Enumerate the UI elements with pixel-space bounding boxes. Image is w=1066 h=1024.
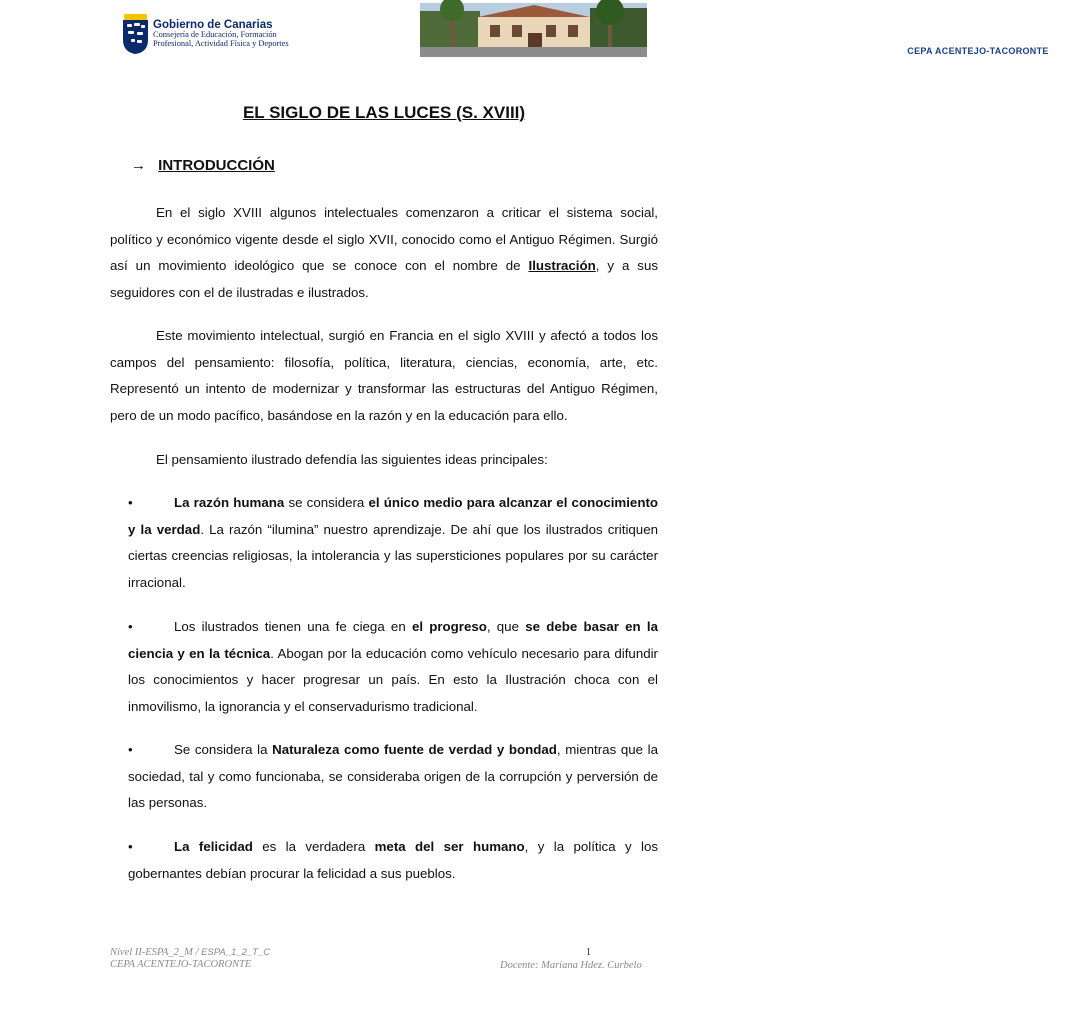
- list-item-bold: se debe basar en la ciencia y en la técnica: [128, 619, 658, 661]
- list-item-span: Se considera la: [174, 742, 273, 757]
- list-item-span: . La razón “ilumina” nuestro aprendizaje. De ahí que los ilustrados critiquen ciertas creencias religiosas, la intolerancia y las supersticiones populares por su carácter irracional.: [128, 521, 658, 590]
- school-caption: CEPA ACENTEJO-TACORONTE: [890, 46, 1066, 56]
- school-building-image: [420, 3, 647, 57]
- list-item-span: Los ilustrados tienen una fe ciega en: [174, 619, 412, 634]
- list-item-bold: el único medio para alcanzar el conocimiento y la verdad: [128, 495, 658, 537]
- list-item: [128, 737, 658, 817]
- paragraph-3: El pensamiento ilustrado defendía las siguientes ideas principales:: [156, 452, 548, 467]
- logo-title: Gobierno de Canarias: [153, 19, 273, 32]
- paragraph-1-text-a: En el siglo XVIII algunos intelectuales comenzaron a criticar el sistema social, político y económico vigente desde el siglo XVII, conocido como el Antiguo Régimen. Surgió así un movimiento ideológico que se conoce con el nombre de: [110, 205, 658, 273]
- arrow-right-icon: →: [131, 157, 146, 174]
- list-item-bold: La felicidad: [174, 839, 253, 854]
- bullet-icon: •: [128, 495, 133, 510]
- section-heading: [131, 157, 275, 174]
- logo-subtitle-1: Consejería de Educación, Formación: [153, 30, 277, 40]
- bullet-icon: •: [128, 839, 133, 854]
- list-item: [128, 490, 658, 596]
- list-item-span: se considera: [284, 495, 369, 510]
- list-item-span: , que: [486, 619, 526, 634]
- footer-level: Nivel II-ESPA_2_M /: [110, 947, 202, 958]
- paragraph-2: Este movimiento intelectual, surgió en Francia en el siglo XVIII y afectó a todos los campos del pensamiento: filosofía, política, literatura, ciencias, economía, arte, etc. Representó un intento de modernizar y transformar las estructuras del Antiguo Régimen, pero de un modo pacífico, basándose en la razón y en la educación para ello.: [110, 328, 658, 423]
- list-item-span: . Abogan por la educación como vehículo necesario para difundir los conocimientos y hacer progresar un país. En esto la Ilustración choca con el inmovilismo, la ignorancia y el conservadurismo tradicional.: [128, 645, 658, 714]
- footer-school: CEPA ACENTEJO-TACORONTE: [110, 959, 252, 970]
- school-photo: [420, 3, 1049, 57]
- paragraph-1: [110, 200, 658, 306]
- footer-teacher: Docente: Mariana Hdez. Curbelo: [500, 960, 642, 971]
- footer-left: [110, 947, 270, 971]
- list-item: [128, 614, 658, 720]
- list-item-bold: meta del ser humano: [374, 839, 525, 854]
- section-label: INTRODUCCIÓN: [158, 157, 275, 174]
- gobierno-canarias-logo: [122, 10, 327, 58]
- coat-of-arms-icon: [122, 14, 149, 54]
- bullet-icon: •: [128, 619, 133, 634]
- list-item: [128, 834, 658, 887]
- list-item-text: [128, 614, 658, 720]
- footer-code: ESPA_1_2_T_C: [201, 947, 271, 958]
- list-item-bold: Naturaleza como fuente de verdad y bondad: [272, 742, 557, 757]
- list-item-text: [128, 737, 658, 817]
- list-item-span: , y la política y los gobernantes debían procurar la felicidad a sus pueblos.: [128, 839, 658, 881]
- list-item-text: [128, 834, 658, 887]
- list-item-span: , mientras que la sociedad, tal y como funcionaba, se consideraba origen de la corrupción y perversión de las personas.: [128, 742, 658, 810]
- paragraph-1-text-b: , y a sus seguidores con el de ilustradas e ilustrados.: [110, 258, 658, 300]
- list-item-bold: el progreso: [411, 619, 487, 634]
- paragraph-1-keyword: Ilustración: [528, 258, 596, 273]
- list-item-text: [128, 490, 658, 596]
- bullet-icon: •: [128, 742, 133, 757]
- page-number: 1: [586, 947, 591, 958]
- list-item-bold: La razón humana: [174, 495, 285, 510]
- page-title: EL SIGLO DE LAS LUCES (S. XVIII): [242, 103, 526, 122]
- list-item-span: es la verdadera: [252, 839, 375, 854]
- logo-subtitle-2: Profesional, Actividad Física y Deportes: [153, 39, 289, 49]
